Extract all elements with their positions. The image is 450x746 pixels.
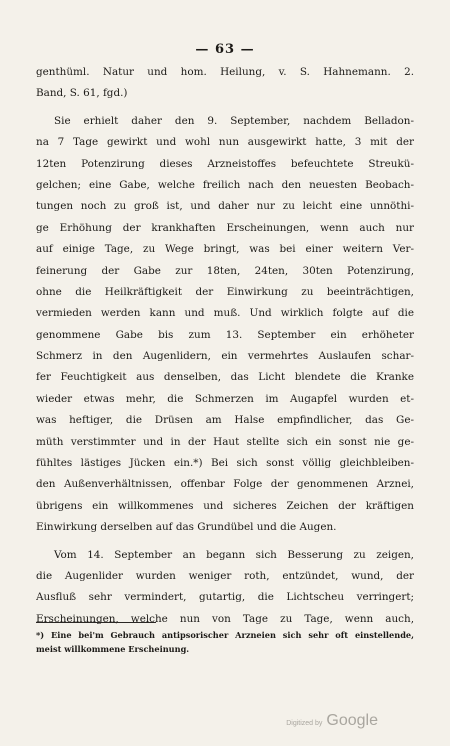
footnote-line: meist willkommene Erscheinung. bbox=[36, 644, 190, 654]
text-line: fühltes lästiges Jücken ein.*) Bei sich sonst völlig gleichbleiben- bbox=[36, 457, 414, 470]
text-line: was heftiger, die Drüsen am Halse empfindlicher, das Ge- bbox=[36, 414, 414, 427]
text-line: Sie erhielt daher den 9. September, nachdem Belladon- bbox=[54, 114, 414, 127]
text-line: gelchen; eine Gabe, welche freilich nach den neuesten Beobach- bbox=[36, 178, 414, 191]
text-line: genommene Gabe bis zum 13. September ein erhöheter bbox=[36, 328, 414, 341]
text-line: vermieden werden kann und muß. Und wirklich folgte auf die bbox=[36, 307, 414, 320]
text-line: tungen noch zu groß ist, und daher nur zu leicht eine unnöthi- bbox=[36, 200, 414, 213]
text-line: Erscheinungen, welche nun von Tage zu Tage, wenn auch, bbox=[36, 612, 414, 625]
text-line: na 7 Tage gewirkt und wohl nun ausgewirkt hatte, 3 mit der bbox=[36, 136, 414, 149]
text-line: wieder etwas mehr, die Schmerzen im Augapfel wurden et- bbox=[36, 392, 414, 405]
watermark-brand: Google bbox=[326, 712, 378, 729]
watermark-prefix: Digitized by bbox=[286, 720, 323, 727]
text-line: 12ten Potenzirung dieses Arzneistoffes befeuchtete Streukü- bbox=[36, 157, 414, 170]
text-line: genthüml. Natur und hom. Heilung, v. S. Hahnemann. 2. bbox=[36, 66, 414, 78]
text-line: Schmerz in den Augenlidern, ein vermehrtes Auslaufen schar- bbox=[36, 350, 414, 363]
text-line: ohne die Heilkräftigkeit der Einwirkung zu beeinträchtigen, bbox=[36, 285, 414, 298]
text-line: Band, S. 61, fgd.) bbox=[36, 87, 128, 100]
text-line: Ausfluß sehr vermindert, gutartig, die Lichtscheu verringert; bbox=[36, 591, 414, 604]
body-text bbox=[36, 62, 414, 630]
page-number: — 63 — bbox=[195, 42, 255, 57]
text-line: müth verstimmter und in der Haut stellte sich ein sonst nie ge- bbox=[36, 435, 414, 448]
text-line: ge Erhöhung der krankhaften Erscheinungen, wenn auch nur bbox=[36, 221, 414, 234]
text-line: feinerung der Gabe zur 18ten, 24ten, 30ten Potenzirung, bbox=[36, 264, 414, 277]
text-line: auf einige Tage, zu Wege bringt, was bei einer weitern Ver- bbox=[36, 243, 414, 256]
text-line: übrigens ein willkommenes und sicheres Zeichen der kräftigen bbox=[36, 499, 414, 512]
digitized-watermark bbox=[286, 712, 378, 730]
text-line: fer Feuchtigkeit aus denselben, das Licht blendete die Kranke bbox=[36, 371, 414, 384]
text-line: die Augenlider wurden weniger roth, entzündet, wund, der bbox=[36, 569, 414, 582]
footnote-rule bbox=[36, 622, 156, 623]
footnote-line: *) Eine bei'm Gebrauch antipsorischer Arzneien sich sehr oft einstellende, bbox=[36, 630, 414, 640]
text-line: Vom 14. September an begann sich Besserung zu zeigen, bbox=[54, 548, 414, 561]
footnote bbox=[36, 628, 414, 656]
text-line: den Außenverhältnissen, offenbar Folge der genommenen Arznei, bbox=[36, 478, 414, 491]
text-line: Einwirkung derselben auf das Grundübel und die Augen. bbox=[36, 521, 337, 534]
